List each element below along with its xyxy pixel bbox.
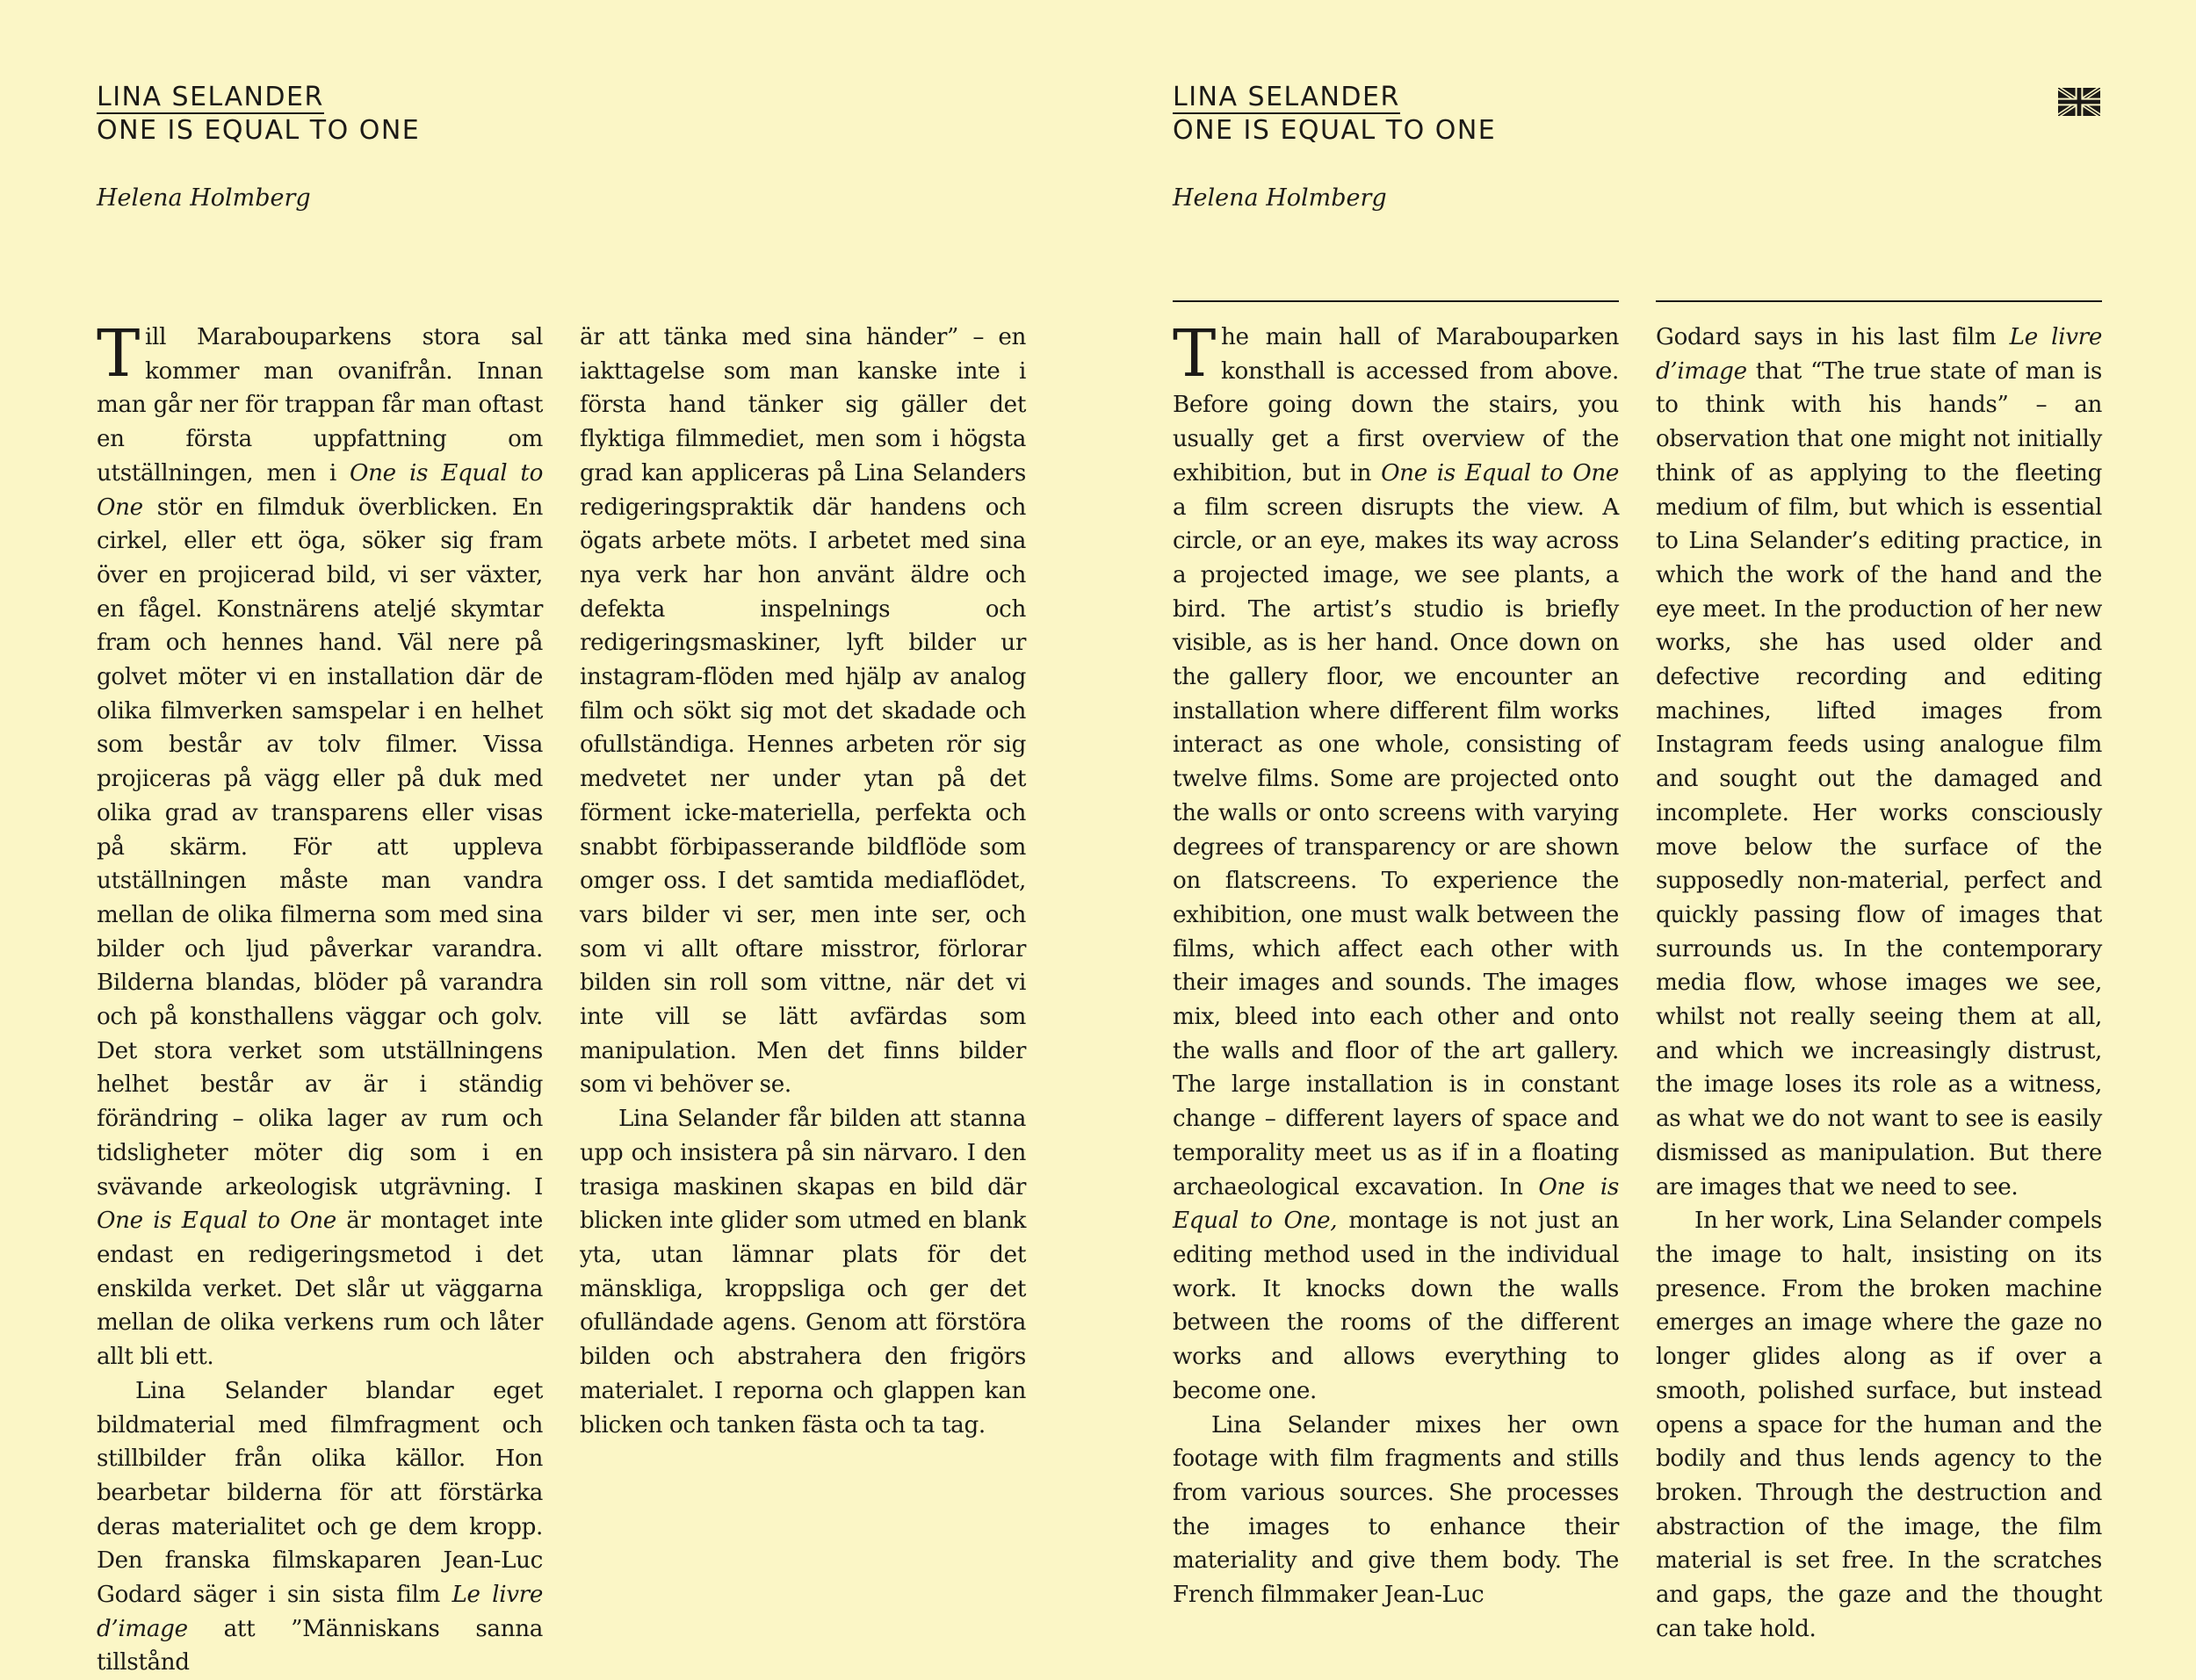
drop-cap: T (1173, 316, 1217, 392)
paragraph (1656, 321, 2102, 1204)
uk-flag-icon[interactable] (2058, 88, 2100, 116)
text-run: Lina Selander blandar eget bildmaterial med filmfragment och stillbilder från olika källor. Hon bearbetar bilderna för att förstärka deras materialitet och ge dem kropp. Den franska filmskaparen Jean-Luc Godard säger i sin sista film (97, 1377, 543, 1609)
artist-name: LINA SELANDER (97, 82, 324, 112)
italic-title: One is Equal to One (1381, 459, 1619, 487)
text-run: att ”Människans sanna tillstånd (97, 1615, 543, 1676)
paragraph (97, 1374, 543, 1680)
text-run: montage is not just an editing method used in the individual work. It knocks down the walls between the rooms of the different works and allows everything to become one. (1173, 1208, 1619, 1404)
artist-name: LINA SELANDER (1173, 82, 1400, 112)
exhibition-title: ONE IS EQUAL TO ONE (97, 115, 421, 146)
italic-title: Le livre d’image (97, 1582, 543, 1642)
text-column-2 (1656, 321, 2102, 1646)
text-column-1 (97, 316, 543, 1680)
column-rule (1656, 300, 2102, 302)
paragraph: Lina Selander mixes her own footage with film fragments and stills from various sources. She processes the images to enhance their materiality and give them body. The French filmmaker Jean-Luc (1173, 1411, 1619, 1609)
exhibition-title: ONE IS EQUAL TO ONE (1173, 115, 1497, 146)
text-column-2 (580, 321, 1026, 1442)
paragraph (1173, 316, 1620, 1409)
header (97, 81, 420, 148)
author-name: Helena Holmberg (97, 184, 311, 212)
text-run: är montaget inte endast en redigeringsmetod i det enskilda verket. Det slår ut väggarna mellan de olika verkens rum och låter allt bli ett. (97, 1208, 543, 1371)
text-column-1 (1173, 316, 1620, 1612)
text-run: he main hall of Marabouparken konsthall is accessed from above. Before going down the stairs, you usually get a first overview of the exhibition, but in (1173, 324, 1619, 487)
text-run: stör en filmduk överblicken. En cirkel, eller ett öga, söker sig fram över en projicerad bild, vi ser växter, en fågel. Konstnärens ateljé skymtar fram och hennes hand. Väl nere på golvet möter vi en installation där de olika filmverken samspelar i en helhet som består av tolv filmer. Vissa projiceras på vägg eller på duk med olika grad av transparens eller visas på skärm. För att uppleva utställningen måste man vandra mellan de olika filmerna som med sina bilder och ljud påverkar varandra. Bilderna blandas, blöder på varandra och på konsthallens väggar och golv. Det stora verket som utställningens helhet består av är i ständig förändring – olika lager av rum och tidsligheter möter dig som i en svävande arkeologisk utgrävning. I (97, 494, 543, 1201)
text-run: ill Marabouparkens stora sal kommer man ovanifrån. Innan man går ner för trappan får man oftast en första uppfattning om utställningen, men i (97, 324, 543, 487)
drop-cap: T (97, 316, 141, 392)
text-run: that “The true state of man is to think with his hands” – an observation that one might not initially think of as applying to the fleeting medium of film, but which is essential to Lina Selander’s editing practice, in which the work of the hand and the eye meet. In the production of her new works, she has used older and defective recording and editing machines, lifted images from Instagram feeds using analogue film and sought out the damaged and incomplete. Her works consciously move below the surface of the supposedly non-material, perfect and quickly passing flow of images that surrounds us. In the contemporary media flow, whose images we see, whilst not really seeing them at all, and which we increasingly distrust, the image loses its role as a witness, as what we do not want to see is easily dismissed as manipulation. But there are images that we need to see. (1656, 357, 2102, 1201)
italic-title: One is Equal to One (97, 1208, 336, 1235)
italic-title: Le livre d’image (1656, 324, 2102, 385)
swedish-page (0, 0, 1098, 1676)
paragraph: In her work, Lina Selander compels the image to halt, insisting on its presence. From the broken machine emerges an image where the gaze no longer glides along as if over a smooth, polished surface, but instead opens a space for the human and the bodily and thus lends agency to the broken. Through the destruction and abstraction of the image, the film material is set free. In the scratches and gaps, the gaze and the thought can take hold. (1656, 1208, 2102, 1642)
english-page (1098, 0, 2196, 1642)
italic-title: One is Equal to One, (1173, 1173, 1620, 1235)
column-rule (1173, 300, 1619, 302)
italic-title: One is Equal to One (97, 459, 543, 521)
author-name: Helena Holmberg (1173, 184, 1387, 212)
text-run: Godard says in his last film (1656, 324, 2010, 350)
paragraph: är att tänka med sina händer” – en iakttagelse som man kanske inte i första hand tänker sig gäller det flyktiga filmmediet, men som i högsta grad kan appliceras på Lina Selanders redigeringspraktik där handens och ögats arbete möts. I arbetet med sina nya verk har hon använt äldre och defekta inspelnings och redigeringsmaskiner, lyft bilder ur instagram-flöden med hjälp av analog film och sökt sig mot det skadade och ofullständiga. Hennes arbeten rör sig medvetet ner under ytan på det förment icke-materiella, perfekta och snabbt förbipasserande bildflöde som omger oss. I det samtida mediaflödet, vars bilder vi ser, men inte ser, och som vi allt oftare misstror, förlorar bilden sin roll som vittne, när det vi inte vill se lätt avfärdas som manipulation. Men det finns bilder som vi behöver se. (580, 324, 1026, 1099)
paragraph (97, 316, 543, 1374)
header (1173, 81, 1496, 148)
paragraph: Lina Selander får bilden att stanna upp och insistera på sin närvaro. I den trasiga maskinen skapas en bild där blicken inte glider som utmed en blank yta, utan lämnar plats för det mänskliga, kroppsliga och ger det ofulländade agens. Genom att förstöra bilden och abstrahera den frigörs materialet. I reporna och glappen kan blicken och tanken fästa och ta tag. (580, 1106, 1026, 1438)
text-run: a film screen disrupts the view. A circle, or an eye, makes its way across a projected image, we see plants, a bird. The artist’s studio is briefly visible, as is her hand. Once down on the gallery floor, we encounter an installation where different film works interact as one whole, consisting of twelve films. Some are projected onto the walls or onto screens with varying degrees of transparency or are shown on flatscreens. To experience the exhibition, one must walk between the films, which affect each other with their images and sounds. The images mix, bleed into each other and onto the walls and floor of the art gallery. The large installation is in constant change – different layers of space and temporality meet us as if in a floating archaeological excavation. In (1173, 494, 1619, 1201)
